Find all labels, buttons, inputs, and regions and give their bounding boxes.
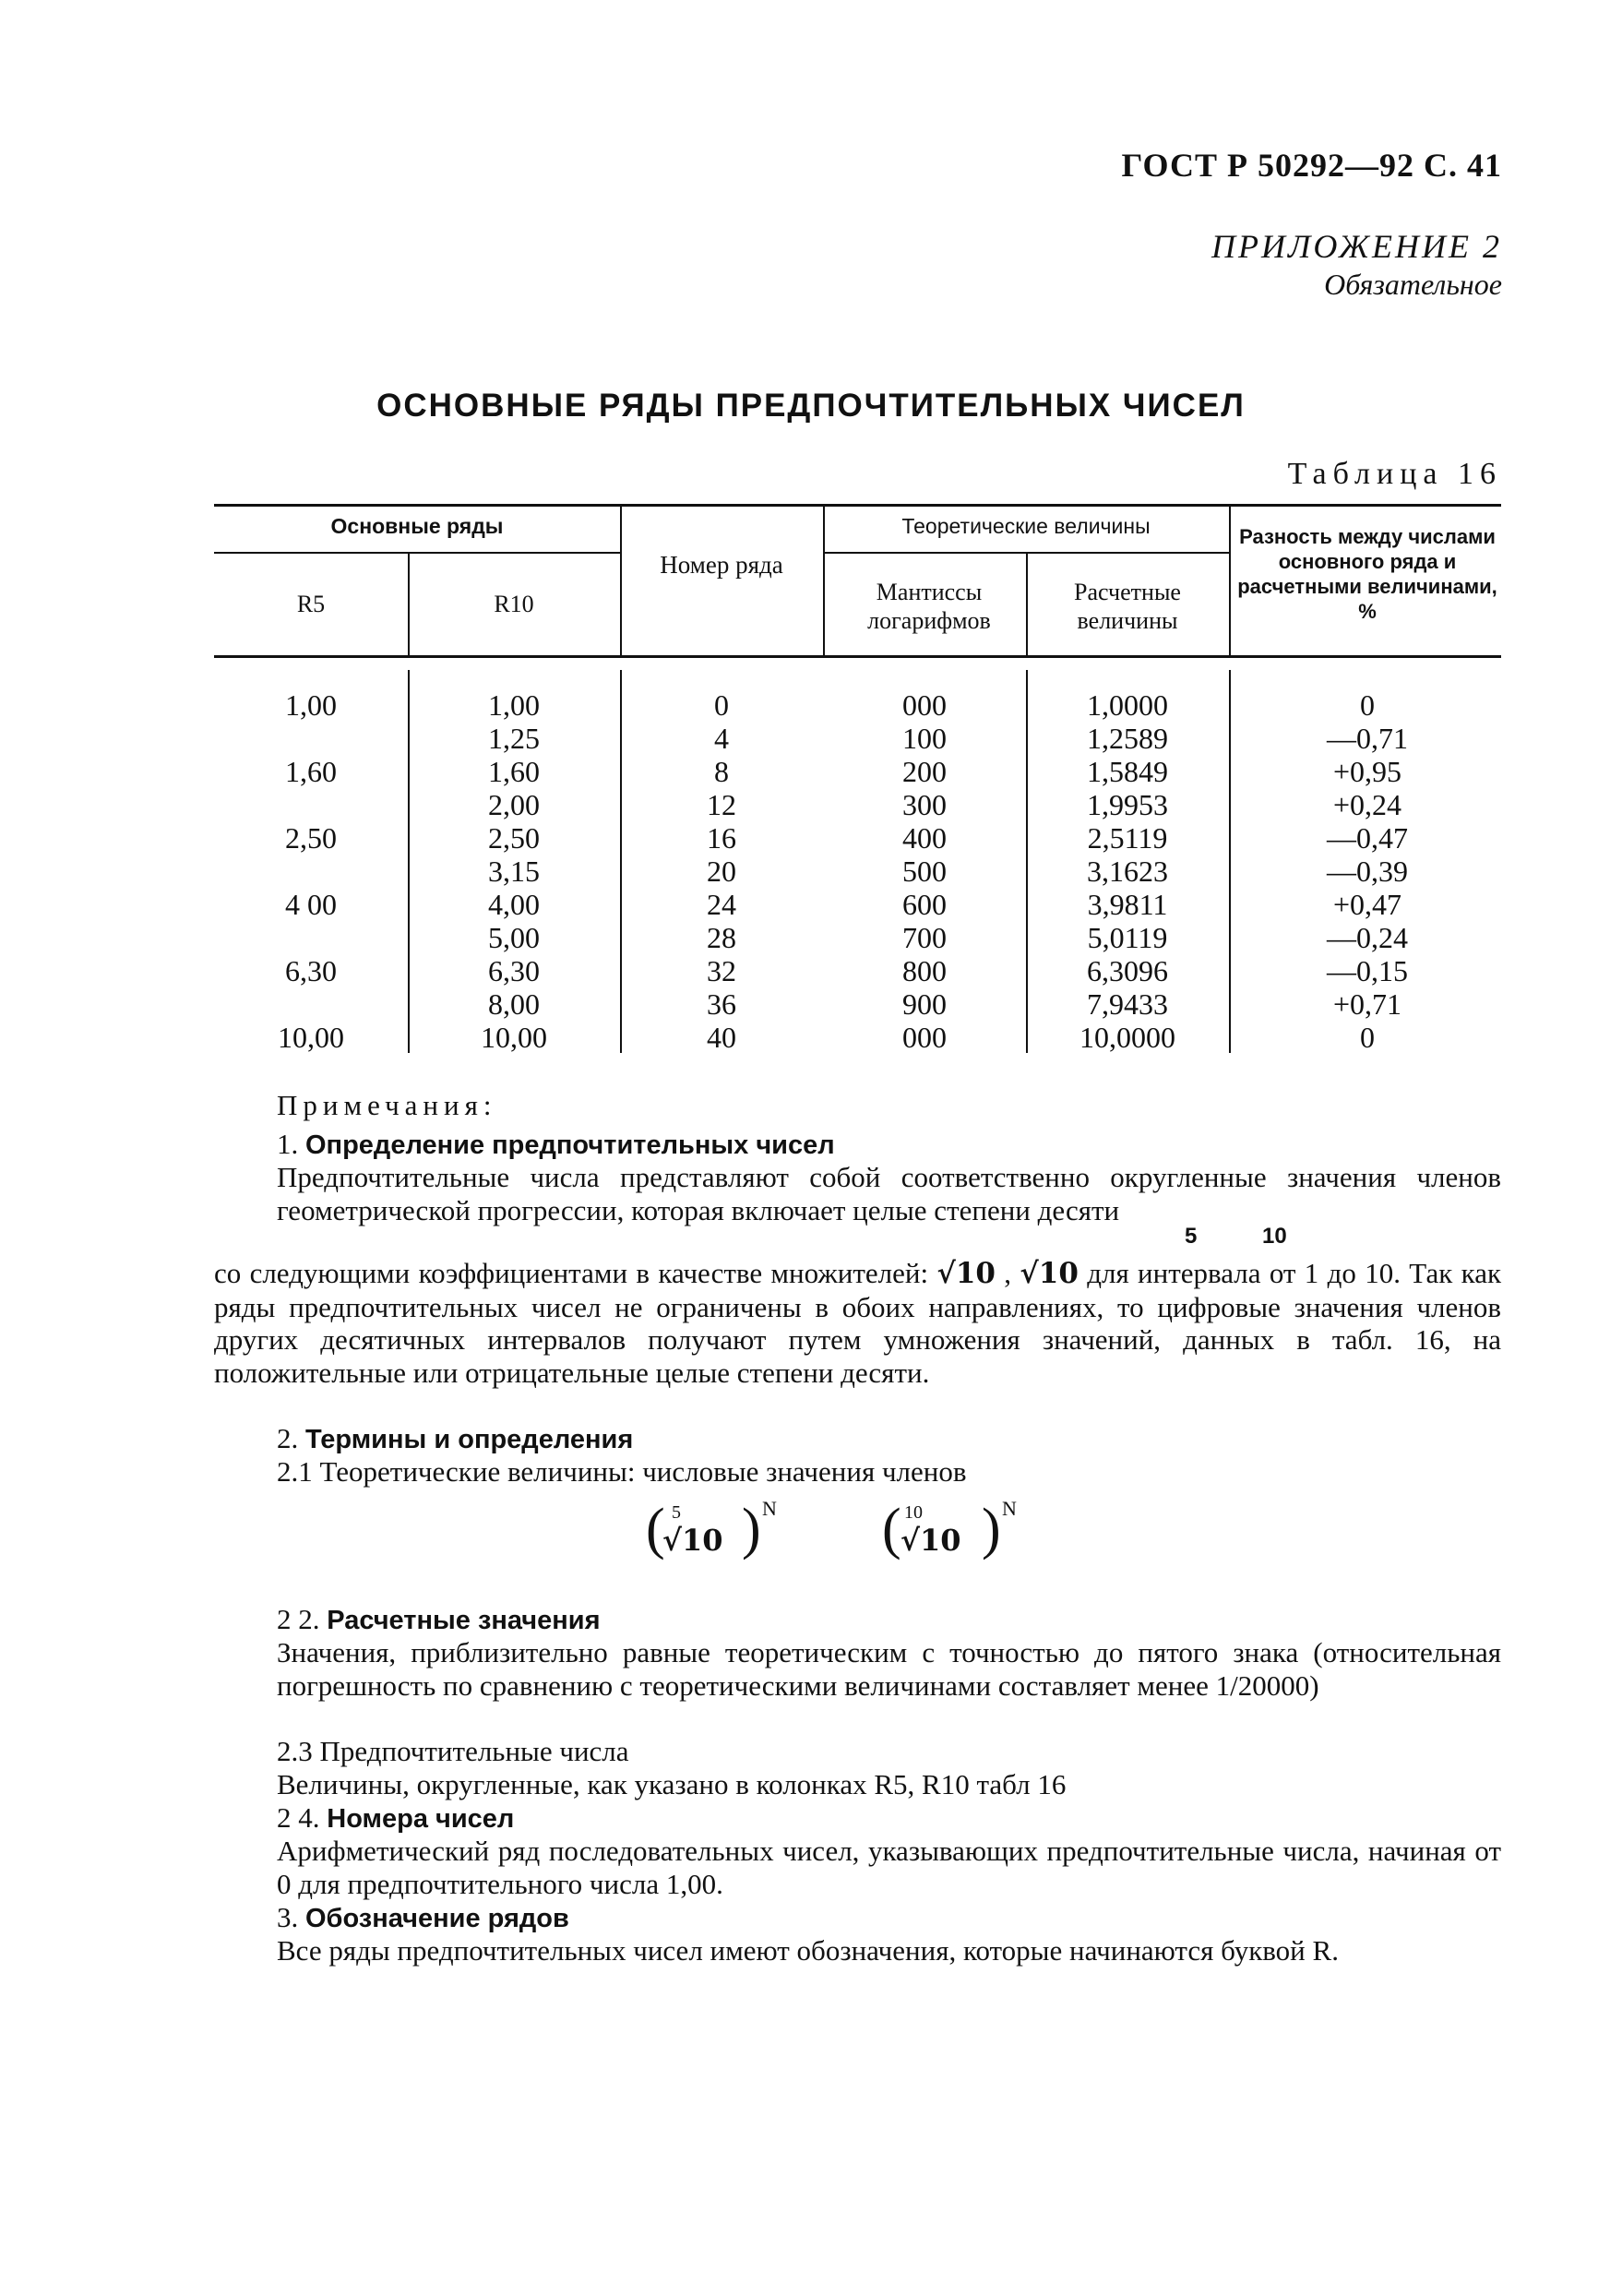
section-title: Определение предпочтительных чисел: [305, 1130, 835, 1160]
cell-number: 0: [714, 688, 729, 722]
cell-calculated: 6,3096: [1087, 954, 1168, 987]
section-number: 2 4.: [277, 1801, 320, 1834]
table-row: [214, 921, 1501, 954]
appendix-status: Обязательное: [1324, 268, 1502, 301]
header-theoretical: Теоретические величины: [901, 514, 1151, 538]
cell-number: 36: [707, 987, 736, 1021]
cell-difference: —0,15: [1327, 954, 1408, 987]
table-row: [214, 688, 1501, 722]
cell-calculated: 10,0000: [1079, 1021, 1175, 1054]
section-3-heading: [277, 1901, 1501, 1935]
cell-r10: 2,50: [488, 821, 540, 855]
section-1-heading: [277, 1128, 1501, 1162]
page-title: ОСНОВНЫЕ РЯДЫ ПРЕДПОЧТИТЕЛЬНЫХ ЧИСЕЛ: [376, 388, 1246, 424]
cell-difference: 0: [1360, 688, 1375, 722]
header-number: Номер ряда: [660, 551, 783, 579]
table-row: [214, 821, 1501, 855]
table-row: [214, 987, 1501, 1021]
left-paren: (: [882, 1498, 901, 1561]
cell-number: 8: [714, 755, 729, 788]
table-row: [214, 1021, 1501, 1054]
column-divider: [620, 504, 622, 655]
cell-calculated: 1,9953: [1087, 788, 1168, 821]
header-calculated: Расчетные величины: [1074, 579, 1181, 634]
paragraph-text: Предпочтительные числа представляют собой соответственно округленные значения членов геометрической прогрессии, которая включает целые степени десяти: [277, 1161, 1501, 1226]
cell-r10: 8,00: [488, 987, 540, 1021]
cell-r10: 5,00: [488, 921, 540, 954]
column-divider: [1229, 504, 1231, 655]
cell-calculated: 1,5849: [1087, 755, 1168, 788]
formula-index: 5: [672, 1502, 681, 1523]
cell-calculated: 1,0000: [1087, 688, 1168, 722]
root-index-10: 10: [1262, 1224, 1287, 1249]
table-header-rule: [214, 655, 1501, 658]
section-2-4-heading: [277, 1801, 1501, 1836]
root-ten-10: √10: [1020, 1257, 1079, 1290]
header-r10: R10: [494, 591, 534, 617]
cell-number: 24: [707, 888, 736, 921]
cell-r5: 1,60: [285, 755, 337, 788]
cell-mantissa: 800: [902, 954, 947, 987]
cell-calculated: 7,9433: [1087, 987, 1168, 1021]
cell-r10: 1,00: [488, 688, 540, 722]
table-top-rule: [214, 504, 1501, 507]
formula-exponent: N: [1002, 1497, 1017, 1520]
cell-difference: +0,95: [1332, 755, 1402, 788]
cell-r10: 1,25: [488, 722, 540, 755]
paragraph-text: со следующими коэффициентами в качестве множителей:: [214, 1257, 929, 1289]
section-1-paragraph: [277, 1161, 1501, 1226]
cell-difference: +0,47: [1332, 888, 1402, 921]
formula-root: √10: [662, 1523, 723, 1558]
separator: ,: [1004, 1257, 1012, 1289]
cell-r10: 6,30: [488, 954, 540, 987]
header-difference: Разность между числами основного ряда и расчетными величинами, %: [1237, 525, 1497, 623]
section-2-1: 2.1 Теоретические величины: числовые значения членов: [277, 1455, 967, 1488]
cell-difference: —0,47: [1327, 821, 1408, 855]
cell-mantissa: 400: [902, 821, 947, 855]
section-title: Термины и определения: [305, 1425, 634, 1454]
cell-mantissa: 300: [902, 788, 947, 821]
cell-calculated: 1,2589: [1087, 722, 1168, 755]
cell-r5: 6,30: [285, 954, 337, 987]
cell-number: 40: [707, 1021, 736, 1054]
cell-mantissa: 900: [902, 987, 947, 1021]
section-title: Расчетные значения: [327, 1606, 601, 1635]
cell-number: 20: [707, 855, 736, 888]
section-2-3-text: Величины, округленные, как указано в колонках R5, R10 табл 16: [277, 1768, 1067, 1800]
section-number: 2 2.: [277, 1603, 320, 1635]
cell-number: 28: [707, 921, 736, 954]
cell-calculated: 3,9811: [1087, 888, 1168, 921]
section-2-4-text: Арифметический ряд последовательных чисел, указывающих предпочтительные числа, начиная от 0 для предпочтительного числа 1,00.: [277, 1835, 1501, 1900]
table-row: [214, 755, 1501, 788]
cell-difference: —0,39: [1327, 855, 1408, 888]
section-number: 2.: [277, 1422, 299, 1454]
cell-mantissa: 600: [902, 888, 947, 921]
section-1-paragraph-cont: [214, 1257, 1501, 1389]
cell-r5: 2,50: [285, 821, 337, 855]
table-body: [214, 688, 1501, 1054]
appendix-title: ПРИЛОЖЕНИЕ 2: [1211, 228, 1502, 265]
notes-heading: Примечания:: [277, 1089, 497, 1121]
formula-root: √10: [900, 1523, 961, 1558]
document-reference: ГОСТ Р 50292—92 С. 41: [1121, 147, 1502, 184]
cell-difference: +0,24: [1332, 788, 1402, 821]
section-number: 1.: [277, 1128, 299, 1160]
section-2-2-text: Значения, приблизительно равные теоретическим с точностью до пятого знака (относительная погрешность по сравнению с теоретическими величинами составляет менее 1/20000): [277, 1636, 1501, 1702]
cell-r10: 4,00: [488, 888, 540, 921]
header-mantissa: Мантиссы логарифмов: [867, 579, 991, 634]
cell-r5: 4 00: [285, 888, 337, 921]
cell-r10: 2,00: [488, 788, 540, 821]
right-paren: ): [742, 1498, 761, 1561]
cell-calculated: 5,0119: [1087, 921, 1168, 954]
header-basic-rows: Основные ряды: [330, 514, 504, 538]
cell-mantissa: 500: [902, 855, 947, 888]
table-row: [214, 888, 1501, 921]
table-row: [214, 788, 1501, 821]
cell-r10: 3,15: [488, 855, 540, 888]
header-r5: R5: [296, 591, 326, 617]
table-label: Таблица 16: [1287, 457, 1502, 491]
formula-exponent: N: [762, 1497, 777, 1520]
cell-difference: +0,71: [1332, 987, 1402, 1021]
cell-r10: 1,60: [488, 755, 540, 788]
section-number: 3.: [277, 1901, 299, 1933]
cell-number: 4: [714, 722, 729, 755]
formula-index: 10: [904, 1502, 923, 1523]
cell-mantissa: 000: [902, 1021, 947, 1054]
formula: [646, 1497, 1070, 1580]
cell-r5: 10,00: [278, 1021, 344, 1054]
table-row: [214, 954, 1501, 987]
section-3-text: Все ряды предпочтительных чисел имеют обозначения, которые начинаются буквой R.: [277, 1934, 1339, 1967]
table-row: [214, 855, 1501, 888]
cell-calculated: 2,5119: [1087, 821, 1168, 855]
cell-mantissa: 100: [902, 722, 947, 755]
cell-number: 32: [707, 954, 736, 987]
section-2-3: 2.3 Предпочтительные числа: [277, 1735, 629, 1767]
section-title: Номера чисел: [327, 1804, 515, 1834]
cell-mantissa: 000: [902, 688, 947, 722]
right-paren: ): [982, 1498, 1001, 1561]
left-paren: (: [646, 1498, 665, 1561]
column-divider: [1026, 552, 1028, 655]
cell-r5: 1,00: [285, 688, 337, 722]
cell-mantissa: 200: [902, 755, 947, 788]
root-ten-5: √10: [936, 1257, 996, 1290]
section-2-2-heading: [277, 1603, 1501, 1637]
cell-difference: —0,71: [1327, 722, 1408, 755]
cell-mantissa: 700: [902, 921, 947, 954]
section-title: Обозначение рядов: [305, 1904, 569, 1933]
root-index-5: 5: [1185, 1224, 1198, 1249]
section-2-heading: [277, 1422, 1501, 1456]
cell-number: 12: [707, 788, 736, 821]
preferred-numbers-table: [214, 504, 1501, 1058]
table-group-rule: [214, 552, 620, 554]
cell-difference: 0: [1360, 1021, 1375, 1054]
cell-number: 16: [707, 821, 736, 855]
table-row: [214, 722, 1501, 755]
cell-calculated: 3,1623: [1087, 855, 1168, 888]
cell-difference: —0,24: [1327, 921, 1408, 954]
paragraph-text: для интервала от 1 до 10. Так как ряды предпочтительных чисел не ограничены в обоих направлениях, то цифровые значения членов других десятичных интервалов получают путем умножения значений, данных в табл. 16, на положительные или отрицательные целые степени десяти.: [214, 1257, 1502, 1389]
cell-r10: 10,00: [481, 1021, 547, 1054]
